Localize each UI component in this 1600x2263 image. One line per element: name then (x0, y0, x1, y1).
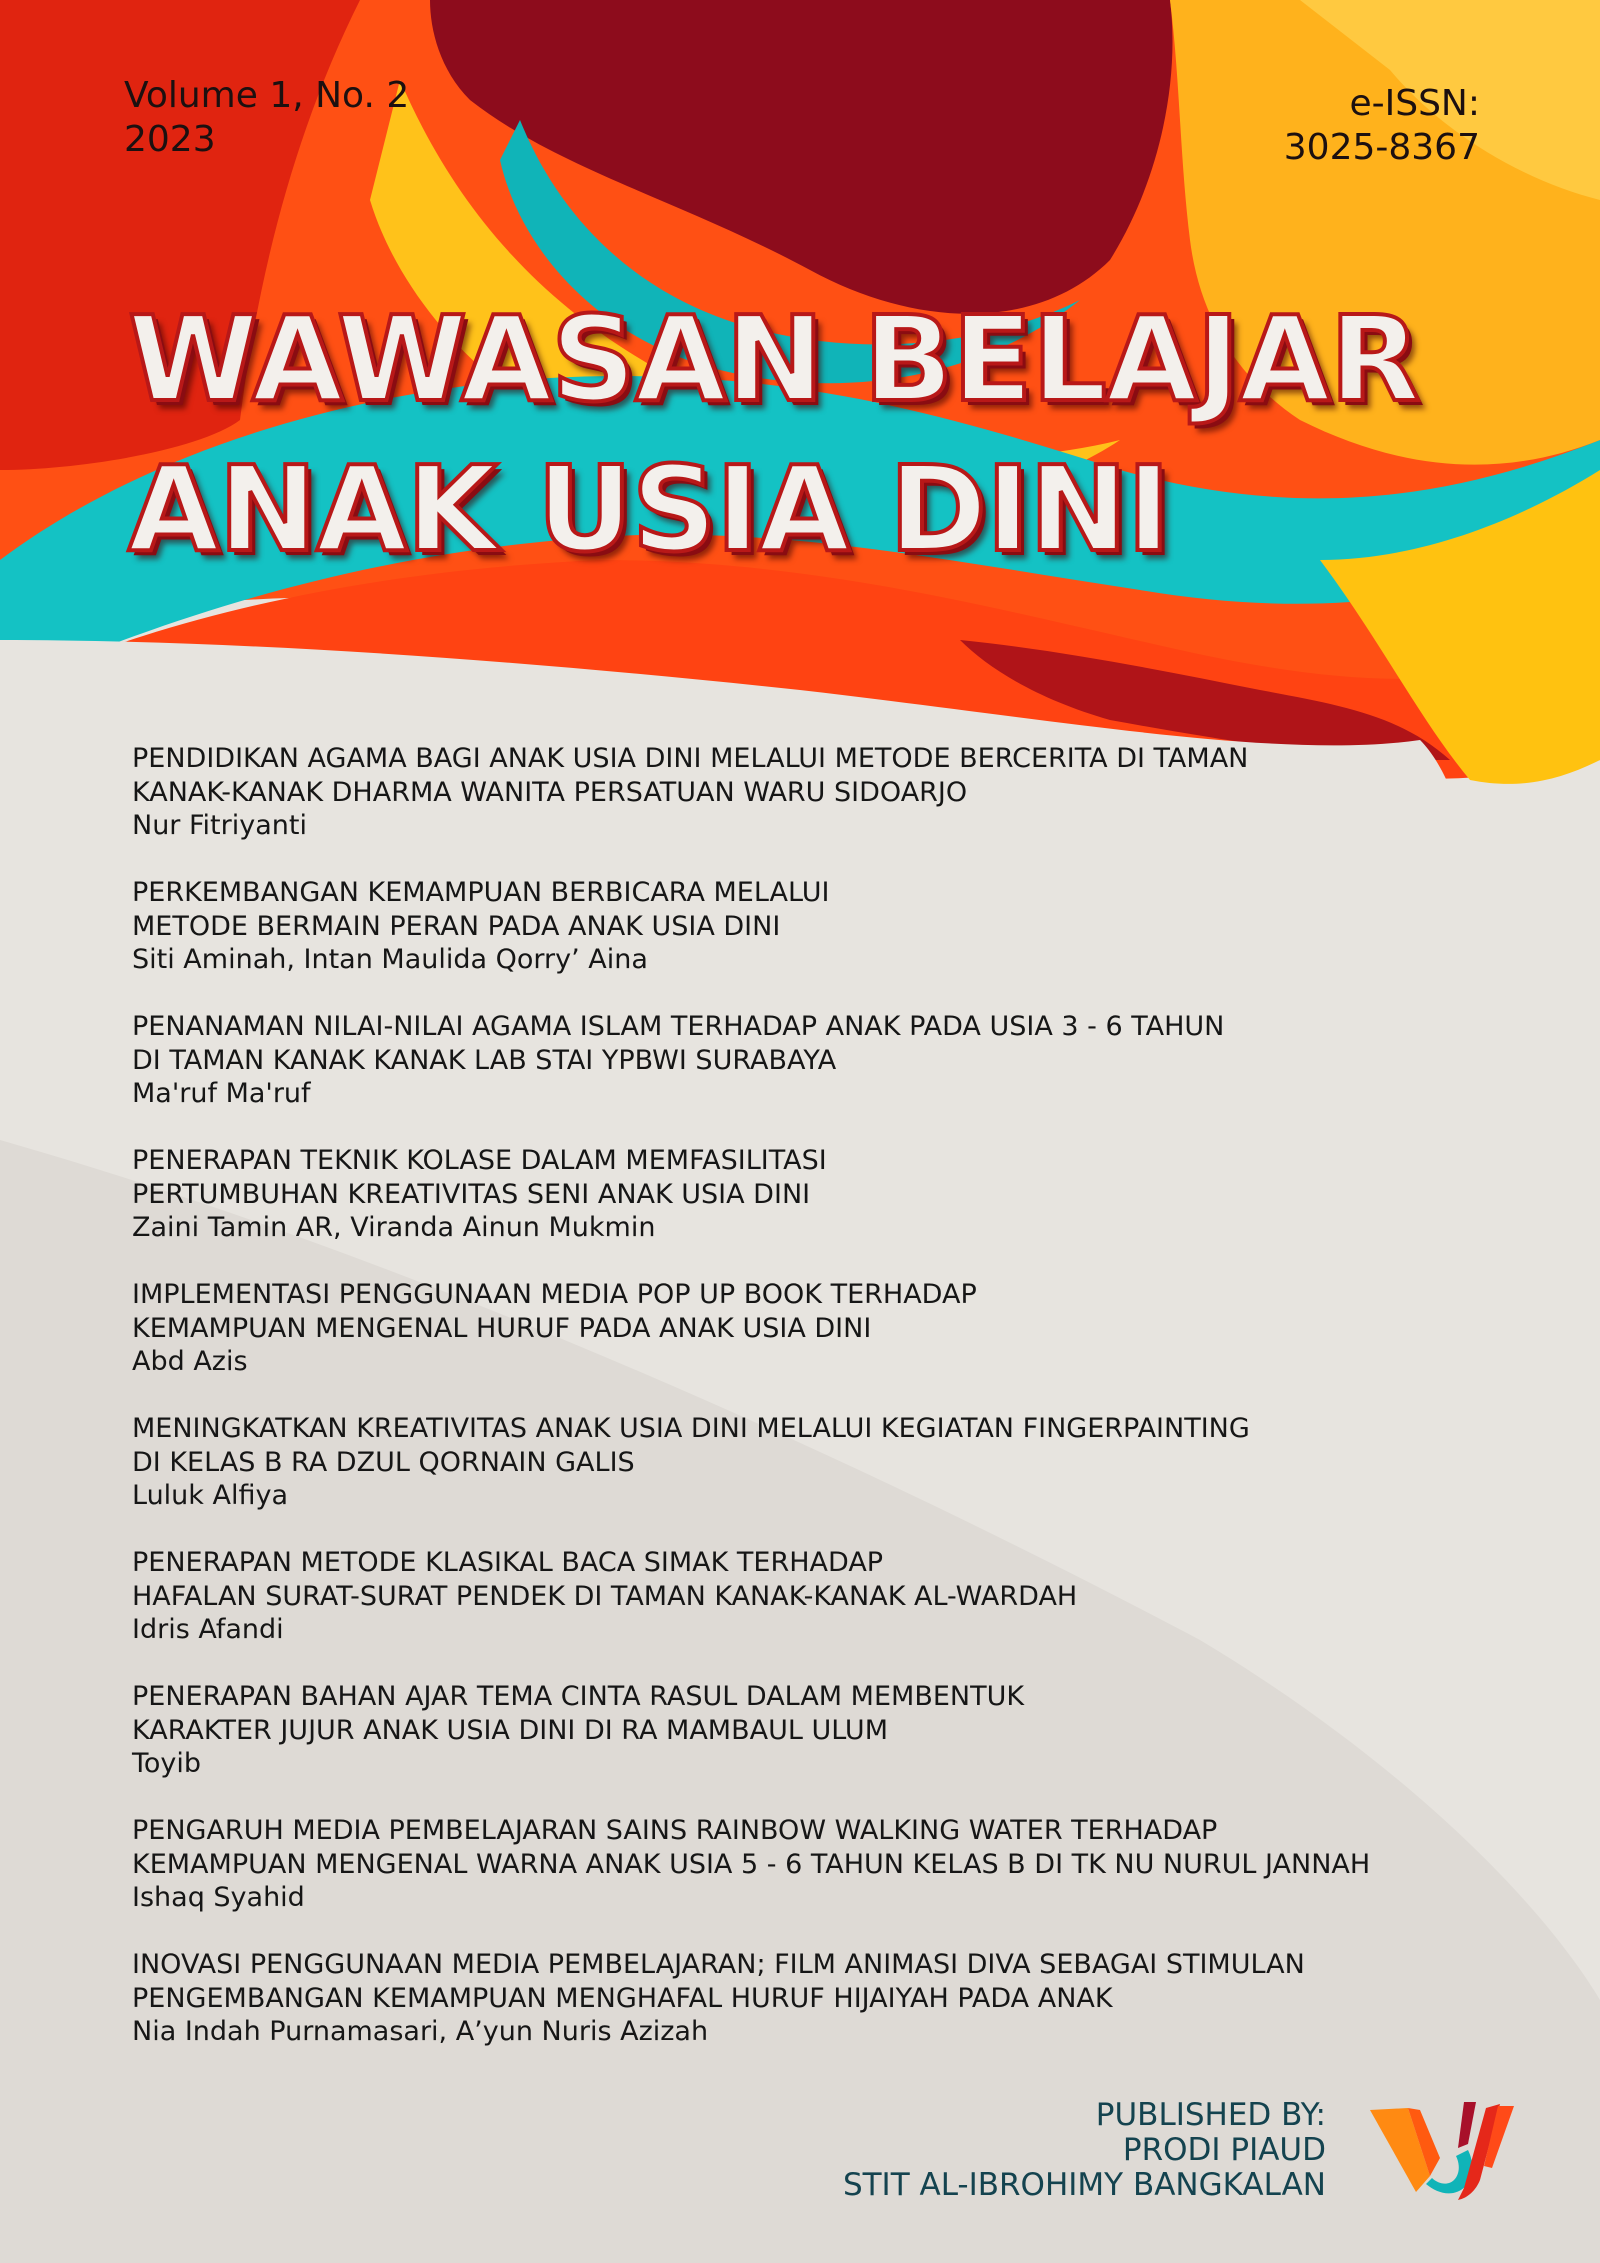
article-title-line: PENERAPAN METODE KLASIKAL BACA SIMAK TERHADAP (132, 1547, 884, 1578)
journal-title-line-2: ANAK USIA DINI (128, 440, 1170, 578)
issn-info (1284, 82, 1480, 170)
article-entry (132, 1412, 1492, 1513)
article-entry (132, 1814, 1492, 1915)
article-entry (132, 1546, 1492, 1647)
table-of-contents (132, 742, 1492, 2082)
article-title-line: PERKEMBANGAN KEMAMPUAN BERBICARA MELALUI (132, 877, 830, 908)
article-entry (132, 1948, 1492, 2049)
article-title-line: DI KELAS B RA DZUL QORNAIN GALIS (132, 1446, 635, 1478)
article-title-line: KEMAMPUAN MENGENAL WARNA ANAK USIA 5 - 6 TAHUN KELAS B DI TK NU NURUL JANNAH (132, 1848, 1371, 1880)
issn-label: e-ISSN: (1349, 83, 1480, 124)
journal-title-line-1: WAWASAN BELAJAR (128, 290, 1420, 428)
publisher-institution: STIT AL-IBROHIMY BANGKALAN (842, 2167, 1326, 2203)
article-entry (132, 876, 1492, 977)
article-authors: Abd Azis (132, 1346, 248, 1377)
article-title-line: PENERAPAN BAHAN AJAR TEMA CINTA RASUL DALAM MEMBENTUK (132, 1681, 1025, 1712)
w-logo-icon (1368, 2098, 1524, 2204)
article-authors: Ma'ruf Ma'ruf (132, 1078, 311, 1109)
publisher-block (843, 2098, 1326, 2203)
article-title-line: MENINGKATKAN KREATIVITAS ANAK USIA DINI MELALUI KEGIATAN FINGERPAINTING (132, 1413, 1250, 1444)
article-title-line: IMPLEMENTASI PENGGUNAAN MEDIA POP UP BOOK TERHADAP (132, 1279, 977, 1310)
article-authors: Luluk Alfiya (132, 1480, 289, 1511)
article-title-line: INOVASI PENGGUNAAN MEDIA PEMBELAJARAN; FILM ANIMASI DIVA SEBAGAI STIMULAN (132, 1949, 1305, 1980)
article-title-line: PENANAMAN NILAI-NILAI AGAMA ISLAM TERHADAP ANAK PADA USIA 3 - 6 TAHUN (132, 1011, 1225, 1042)
article-title-line: PENDIDIKAN AGAMA BAGI ANAK USIA DINI MELALUI METODE BERCERITA DI TAMAN (132, 743, 1249, 774)
article-authors: Siti Aminah, Intan Maulida Qorry’ Aina (132, 944, 648, 975)
article-title-line: KARAKTER JUJUR ANAK USIA DINI DI RA MAMBAUL ULUM (132, 1714, 888, 1746)
volume-number: Volume 1, No. 2 (124, 75, 410, 116)
article-entry (132, 742, 1492, 843)
article-title-line: PENGARUH MEDIA PEMBELAJARAN SAINS RAINBOW WALKING WATER TERHADAP (132, 1815, 1218, 1846)
article-title-line: PENERAPAN TEKNIK KOLASE DALAM MEMFASILITASI (132, 1145, 827, 1176)
publication-year: 2023 (124, 119, 216, 160)
article-title-line: KEMAMPUAN MENGENAL HURUF PADA ANAK USIA DINI (132, 1312, 872, 1344)
article-entry (132, 1278, 1492, 1379)
article-authors: Nur Fitriyanti (132, 810, 307, 841)
article-title-line: KANAK-KANAK DHARMA WANITA PERSATUAN WARU SIDOARJO (132, 776, 968, 808)
publisher-department: PRODI PIAUD (1122, 2132, 1326, 2168)
article-authors: Toyib (132, 1748, 202, 1779)
journal-title (128, 284, 1419, 584)
article-entry (132, 1680, 1492, 1781)
article-authors: Idris Afandi (132, 1614, 284, 1645)
article-title-line: HAFALAN SURAT-SURAT PENDEK DI TAMAN KANAK-KANAK AL-WARDAH (132, 1580, 1078, 1612)
article-title-line: PERTUMBUHAN KREATIVITAS SENI ANAK USIA DINI (132, 1178, 811, 1210)
article-title-line: PENGEMBANGAN KEMAMPUAN MENGHAFAL HURUF HIJAIYAH PADA ANAK (132, 1982, 1113, 2014)
article-title-line: METODE BERMAIN PERAN PADA ANAK USIA DINI (132, 910, 781, 942)
publisher-label: PUBLISHED BY: (1095, 2097, 1326, 2133)
article-entry (132, 1010, 1492, 1111)
issn-number: 3025-8367 (1283, 127, 1480, 168)
article-authors: Nia Indah Purnamasari, A’yun Nuris Azizah (132, 2016, 709, 2047)
article-authors: Zaini Tamin AR, Viranda Ainun Mukmin (132, 1212, 656, 1243)
article-title-line: DI TAMAN KANAK KANAK LAB STAI YPBWI SURABAYA (132, 1044, 837, 1076)
article-entry (132, 1144, 1492, 1245)
volume-info (124, 74, 409, 162)
article-authors: Ishaq Syahid (132, 1882, 305, 1913)
